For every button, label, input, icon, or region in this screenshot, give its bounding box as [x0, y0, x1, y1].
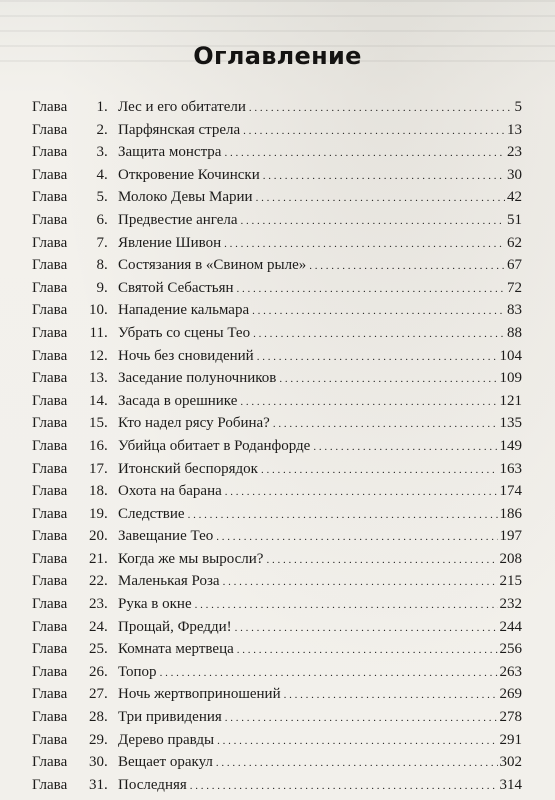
toc-entry	[32, 141, 522, 164]
toc-entry	[32, 299, 522, 322]
chapter-number: 17	[89, 460, 104, 477]
toc-entry	[32, 729, 522, 752]
chapter-number: 21	[89, 550, 104, 567]
chapter-word: Глава	[32, 709, 68, 726]
toc-entry	[32, 593, 522, 616]
chapter-number-dot: .	[104, 144, 108, 161]
chapter-number: 7	[96, 234, 104, 251]
chapter-number-dot: .	[104, 324, 108, 341]
chapter-number-dot: .	[104, 528, 108, 545]
chapter-number-dot: .	[104, 257, 108, 274]
toc-entry	[32, 458, 522, 481]
chapter-title: Рука в окне	[118, 596, 192, 613]
chapter-number-dot: .	[104, 483, 108, 500]
chapter-word: Глава	[32, 776, 68, 793]
dot-leader	[252, 299, 505, 323]
toc-entry	[32, 412, 522, 435]
chapter-page-number: 30	[507, 166, 522, 183]
chapter-word: Глава	[32, 505, 68, 522]
chapter-word: Глава	[32, 641, 68, 658]
chapter-word: Глава	[32, 99, 68, 115]
table-of-contents	[32, 96, 522, 796]
chapter-page-number: 208	[499, 550, 522, 567]
dot-leader	[160, 661, 498, 685]
chapter-page-number: 121	[499, 392, 522, 409]
toc-entry	[32, 661, 522, 684]
chapter-word: Глава	[32, 437, 68, 454]
chapter-page-number: 83	[507, 302, 522, 319]
toc-entry	[32, 616, 522, 639]
chapter-number-dot: .	[104, 731, 108, 748]
dot-leader	[224, 232, 505, 256]
chapter-number-dot: .	[104, 437, 108, 454]
chapter-title: Убрать со сцены Тео	[118, 324, 251, 341]
chapter-word: Глава	[32, 121, 68, 138]
chapter-number-dot: .	[104, 234, 108, 251]
chapter-word: Глава	[32, 392, 68, 409]
chapter-title: Предвестие ангела	[118, 211, 238, 228]
toc-entry	[32, 525, 522, 548]
chapter-number-dot: .	[104, 505, 108, 522]
chapter-number-dot: .	[104, 776, 108, 793]
chapter-number: 22	[89, 573, 104, 590]
dot-leader	[309, 254, 505, 278]
dot-leader	[273, 412, 498, 436]
chapter-word: Глава	[32, 257, 68, 274]
chapter-number: 24	[89, 618, 104, 635]
chapter-number-dot: .	[104, 641, 108, 658]
dot-leader	[256, 186, 505, 210]
dot-leader	[261, 458, 498, 482]
chapter-word: Глава	[32, 370, 68, 387]
dot-leader	[225, 706, 498, 730]
dot-leader	[223, 570, 498, 594]
chapter-page-number: 174	[499, 483, 522, 500]
toc-entry	[32, 164, 522, 187]
chapter-word: Глава	[32, 324, 68, 341]
chapter-page-number: 5	[514, 99, 522, 115]
chapter-word: Глава	[32, 347, 68, 364]
chapter-page-number: 135	[499, 415, 522, 432]
chapter-number-dot: .	[104, 754, 108, 771]
chapter-number-dot: .	[104, 347, 108, 364]
toc-entry	[32, 706, 522, 729]
chapter-number-dot: .	[104, 166, 108, 183]
dot-leader	[284, 683, 498, 707]
chapter-page-number: 67	[507, 257, 522, 274]
chapter-title: Прощай, Фредди!	[118, 618, 232, 635]
chapter-title: Откровение Кочински	[118, 166, 260, 183]
toc-entry	[32, 638, 522, 661]
chapter-number: 4	[96, 166, 104, 183]
chapter-title: Молоко Девы Марии	[118, 189, 253, 206]
toc-entry	[32, 186, 522, 209]
chapter-word: Глава	[32, 460, 68, 477]
chapter-number-dot: .	[104, 189, 108, 206]
dot-leader	[217, 729, 497, 753]
chapter-title: Три привидения	[118, 709, 222, 726]
toc-entry	[32, 390, 522, 413]
chapter-number: 27	[89, 686, 104, 703]
chapter-page-number: 256	[499, 641, 522, 658]
chapter-title: Состязания в «Свином рыле»	[118, 257, 307, 274]
chapter-word: Глава	[32, 731, 68, 748]
chapter-number: 15	[89, 415, 104, 432]
chapter-page-number: 244	[499, 618, 522, 635]
chapter-page-number: 232	[499, 596, 522, 613]
chapter-number-dot: .	[104, 686, 108, 703]
chapter-number: 11	[89, 324, 104, 341]
chapter-page-number: 269	[499, 686, 522, 703]
chapter-number: 29	[89, 731, 104, 748]
dot-leader	[313, 435, 497, 459]
chapter-title: Комната мертвеца	[118, 641, 234, 658]
chapter-number: 6	[96, 211, 104, 228]
chapter-number: 31	[89, 776, 104, 793]
toc-entry	[32, 480, 522, 503]
toc-entry	[32, 683, 522, 706]
toc-entry	[32, 548, 522, 571]
chapter-title: Ночь без сновидений	[118, 347, 254, 364]
chapter-page-number: 88	[507, 324, 522, 341]
chapter-title: Парфянская стрела	[118, 121, 241, 138]
chapter-number-dot: .	[104, 121, 108, 138]
chapter-number-dot: .	[104, 415, 108, 432]
chapter-word: Глава	[32, 211, 68, 228]
chapter-word: Глава	[32, 754, 68, 771]
chapter-number: 3	[96, 144, 104, 161]
chapter-number-dot: .	[104, 618, 108, 635]
toc-entry	[32, 367, 522, 390]
chapter-title: Вещает оракул	[118, 754, 213, 771]
chapter-number: 8	[96, 257, 104, 274]
dot-leader	[243, 119, 505, 143]
chapter-number-dot: .	[104, 709, 108, 726]
chapter-title: Засада в орешнике	[118, 392, 238, 409]
chapter-number: 5	[96, 189, 104, 206]
chapter-page-number: 23	[507, 144, 522, 161]
chapter-number: 12	[89, 347, 104, 364]
chapter-page-number: 62	[507, 234, 522, 251]
dot-leader	[195, 593, 498, 617]
chapter-word: Глава	[32, 144, 68, 161]
chapter-word: Глава	[32, 302, 68, 319]
dot-leader	[235, 616, 498, 640]
chapter-title: Последняя	[118, 776, 187, 793]
toc-entry	[32, 277, 522, 300]
toc-entry	[32, 435, 522, 458]
chapter-title: Убийца обитает в Роданфорде	[118, 437, 311, 454]
chapter-number: 18	[89, 483, 104, 500]
chapter-word: Глава	[32, 279, 68, 296]
chapter-word: Глава	[32, 189, 68, 206]
chapter-word: Глава	[32, 663, 68, 680]
chapter-title: Завещание Тео	[118, 528, 214, 545]
dot-leader	[266, 548, 497, 572]
toc-entry	[32, 345, 522, 368]
toc-entry	[32, 774, 522, 797]
chapter-page-number: 13	[507, 121, 522, 138]
chapter-number: 9	[96, 279, 104, 296]
chapter-word: Глава	[32, 618, 68, 635]
chapter-number-dot: .	[104, 573, 108, 590]
toc-entry	[32, 570, 522, 593]
chapter-page-number: 109	[499, 370, 522, 387]
toc-entry	[32, 254, 522, 277]
dot-leader	[237, 277, 505, 301]
chapter-word: Глава	[32, 415, 68, 432]
chapter-number: 30	[89, 754, 104, 771]
chapter-number-dot: .	[104, 211, 108, 228]
chapter-title: Топор	[118, 663, 157, 680]
dot-leader	[216, 525, 497, 549]
chapter-title: Когда же мы выросли?	[118, 550, 264, 567]
chapter-page-number: 72	[507, 279, 522, 296]
dot-leader	[241, 209, 505, 233]
chapter-number: 25	[89, 641, 104, 658]
chapter-title: Ночь жертвоприношений	[118, 686, 281, 703]
dot-leader	[240, 390, 497, 414]
chapter-number: 28	[89, 709, 104, 726]
chapter-title: Итонский беспорядок	[118, 460, 258, 477]
chapter-word: Глава	[32, 166, 68, 183]
chapter-number: 10	[89, 302, 104, 319]
chapter-word: Глава	[32, 686, 68, 703]
chapter-title: Дерево правды	[118, 731, 215, 748]
chapter-title: Нападение кальмара	[118, 302, 250, 319]
dot-leader	[237, 638, 498, 662]
toc-entry	[32, 96, 522, 119]
chapter-number: 23	[89, 596, 104, 613]
toc-entry	[32, 322, 522, 345]
chapter-page-number: 104	[499, 347, 522, 364]
chapter-word: Глава	[32, 483, 68, 500]
chapter-number-dot: .	[104, 596, 108, 613]
chapter-number: 19	[89, 505, 104, 522]
chapter-title: Лес и его обитатели	[118, 99, 246, 115]
dot-leader	[225, 480, 498, 504]
chapter-number-dot: .	[104, 99, 108, 115]
toc-entry	[32, 503, 522, 526]
dot-leader	[253, 322, 505, 346]
chapter-title: Следствие	[118, 505, 185, 522]
chapter-title: Заседание полуночников	[118, 370, 277, 387]
chapter-word: Глава	[32, 596, 68, 613]
chapter-page-number: 186	[499, 505, 522, 522]
chapter-number-dot: .	[104, 460, 108, 477]
dot-leader	[224, 141, 505, 165]
chapter-page-number: 51	[507, 211, 522, 228]
chapter-number-dot: .	[104, 370, 108, 387]
chapter-page-number: 314	[499, 776, 522, 793]
chapter-page-number: 278	[499, 709, 522, 726]
chapter-number: 2	[96, 121, 104, 138]
chapter-word: Глава	[32, 234, 68, 251]
chapter-word: Глава	[32, 528, 68, 545]
dot-leader	[249, 96, 510, 120]
chapter-page-number: 163	[499, 460, 522, 477]
chapter-page-number: 197	[499, 528, 522, 545]
chapter-word: Глава	[32, 550, 68, 567]
chapter-number: 14	[89, 392, 104, 409]
chapter-number: 1	[96, 99, 104, 115]
chapter-number: 13	[89, 370, 104, 387]
chapter-title: Защита монстра	[118, 144, 222, 161]
chapter-number: 20	[89, 528, 104, 545]
chapter-page-number: 291	[499, 731, 522, 748]
dot-leader	[263, 164, 505, 188]
chapter-number-dot: .	[104, 392, 108, 409]
chapter-title: Охота на барана	[118, 483, 222, 500]
chapter-number-dot: .	[104, 279, 108, 296]
chapter-word: Глава	[32, 573, 68, 590]
chapter-title: Маленькая Роза	[118, 573, 220, 590]
chapter-page-number: 215	[499, 573, 522, 590]
dot-leader	[190, 774, 498, 798]
toc-entry	[32, 209, 522, 232]
page-title: Оглавление	[193, 42, 362, 70]
chapter-title: Явление Шивон	[118, 234, 222, 251]
dot-leader	[216, 751, 498, 775]
dot-leader	[257, 345, 498, 369]
chapter-title: Святой Себастьян	[118, 279, 234, 296]
chapter-page-number: 263	[499, 663, 522, 680]
chapter-number-dot: .	[104, 302, 108, 319]
chapter-number: 16	[89, 437, 104, 454]
chapter-page-number: 42	[507, 189, 522, 206]
chapter-title: Кто надел рясу Робина?	[118, 415, 270, 432]
chapter-page-number: 149	[499, 437, 522, 454]
chapter-number-dot: .	[104, 550, 108, 567]
chapter-number: 26	[89, 663, 104, 680]
toc-entry	[32, 119, 522, 142]
dot-leader	[188, 503, 498, 527]
chapter-page-number: 302	[499, 754, 522, 771]
toc-entry	[32, 232, 522, 255]
toc-entry	[32, 751, 522, 774]
chapter-number-dot: .	[104, 663, 108, 680]
dot-leader	[279, 367, 497, 391]
